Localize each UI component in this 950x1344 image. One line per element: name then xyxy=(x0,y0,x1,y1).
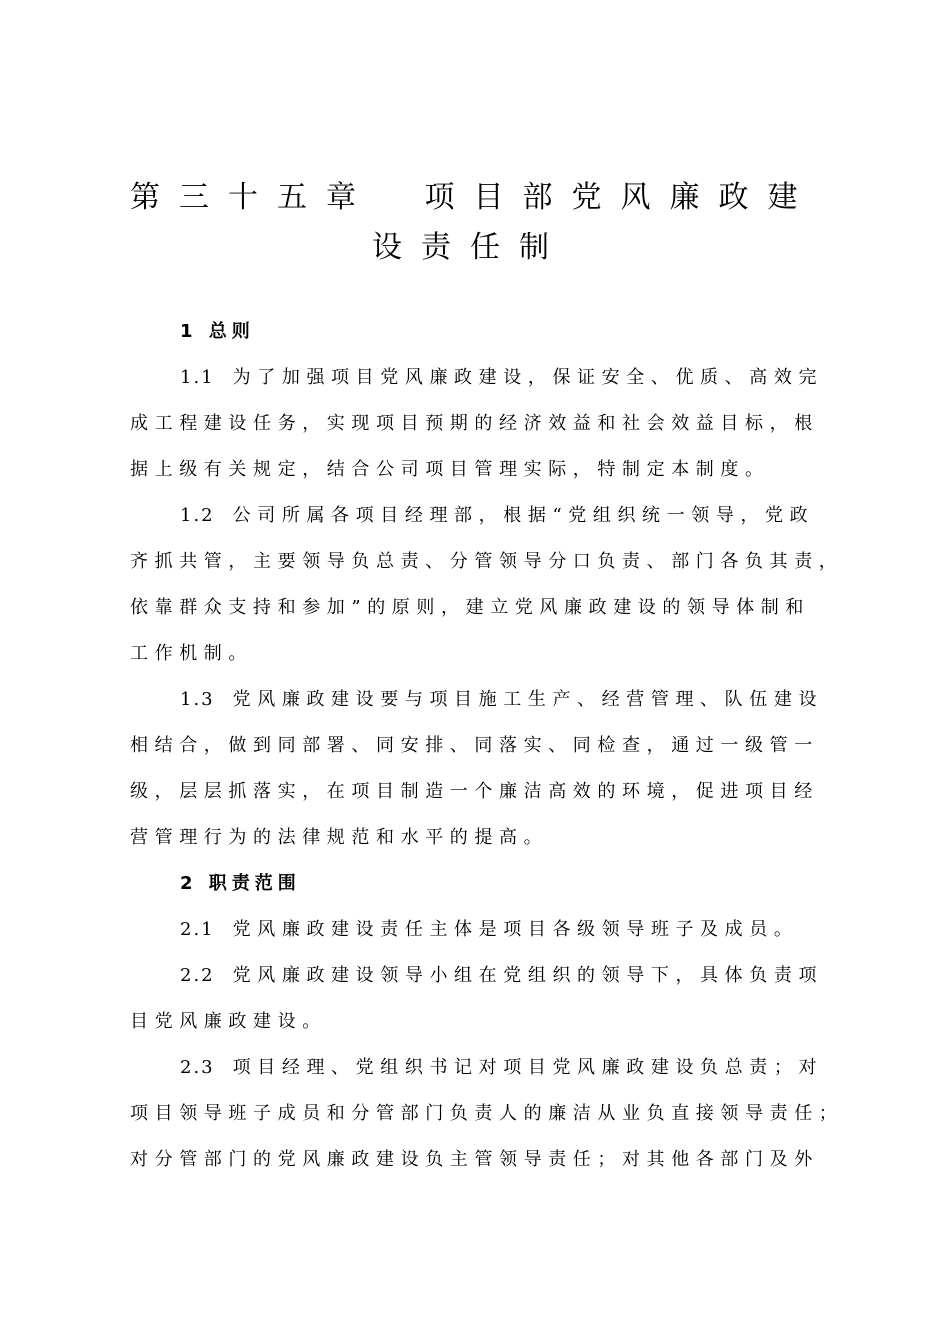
section-heading: 2 职责范围 xyxy=(180,873,301,894)
paragraph-first-line xyxy=(130,493,830,539)
chapter-title-part-1: 项目部党风廉政建 xyxy=(424,180,817,215)
clause-text: 为了加强项目党风廉政建设，保证安全、优质、高效完 xyxy=(232,367,824,388)
paragraph-first-line xyxy=(130,907,830,953)
section-heading: 1 总则 xyxy=(180,321,255,342)
clause-number: 1.2 xyxy=(180,505,215,526)
clause-text: 党风廉政建设要与项目施工生产、经营管理、队伍建设 xyxy=(232,689,824,710)
paragraph-first-line xyxy=(130,1045,830,1091)
clause-number: 1.3 xyxy=(180,689,215,710)
paragraph-line: 齐抓共管，主要领导负总责、分管领导分口负责、部门各负其责， xyxy=(130,551,844,572)
paragraph-first-line xyxy=(130,953,830,999)
clause-number: 2.2 xyxy=(180,965,215,986)
document-body xyxy=(130,309,844,1183)
paragraph-line: 营管理行为的法律规范和水平的提高。 xyxy=(130,827,549,848)
paragraph-first-line xyxy=(130,355,830,401)
paragraph-line: 级，层层抓落实，在项目制造一个廉洁高效的环境，促进项目经 xyxy=(130,781,819,802)
clause-number: 2.3 xyxy=(180,1057,215,1078)
chapter-number: 第三十五章 xyxy=(130,180,375,215)
paragraph-line: 依靠群众支持和参加”的原则，建立党风廉政建设的领导体制和 xyxy=(130,597,810,618)
paragraph-line: 对分管部门的党风廉政建设负主管领导责任；对其他各部门及外 xyxy=(130,1149,819,1170)
clause-text: 公司所属各项目经理部，根据“党组织统一领导，党政 xyxy=(232,505,815,526)
clause-text: 党风廉政建设责任主体是项目各级领导班子及成员。 xyxy=(232,919,799,940)
paragraph-line: 成工程建设任务，实现项目预期的经济效益和社会效益目标，根 xyxy=(130,413,819,434)
paragraph-line: 据上级有关规定，结合公司项目管理实际，特制定本制度。 xyxy=(130,459,770,480)
clause-text: 党风廉政建设领导小组在党组织的领导下，具体负责项 xyxy=(232,965,824,986)
paragraph-line: 目党风廉政建设。 xyxy=(130,1011,327,1032)
paragraph-first-line xyxy=(130,677,830,723)
chapter-title-line-2: 设责任制 xyxy=(372,230,568,265)
paragraph-line: 工作机制。 xyxy=(130,643,253,664)
clause-number: 1.1 xyxy=(180,367,215,388)
paragraph-line: 项目领导班子成员和分管部门负责人的廉洁从业负直接领导责任； xyxy=(130,1103,844,1124)
clause-number: 2.1 xyxy=(180,919,215,940)
clause-text: 项目经理、党组织书记对项目党风廉政建设负总责；对 xyxy=(232,1057,824,1078)
paragraph-line: 相结合，做到同部署、同安排、同落实、同检查，通过一级管一 xyxy=(130,735,819,756)
chapter-title-line-1 xyxy=(130,172,830,216)
